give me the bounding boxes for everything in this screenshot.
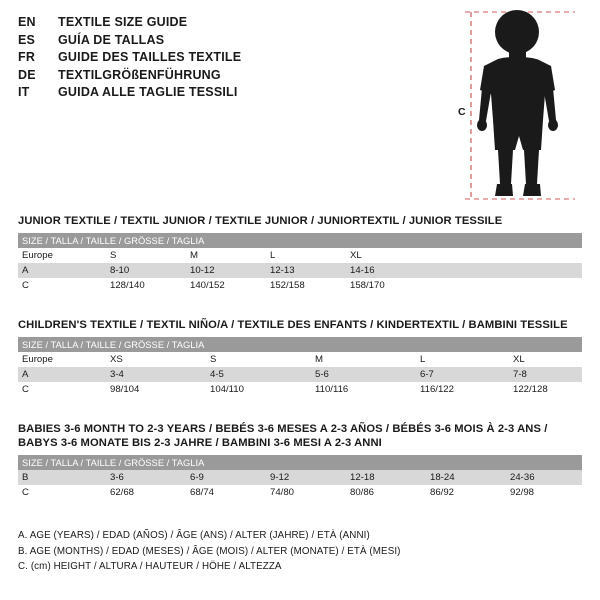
cell: 116/122 — [416, 382, 509, 397]
cell: 6-7 — [416, 367, 509, 382]
header-title: GUIDA ALLE TAGLIE TESSILI — [58, 85, 238, 99]
table-row — [18, 485, 582, 500]
cell-empty — [426, 278, 582, 293]
header-row — [18, 32, 438, 50]
size-header-cell: SIZE / TALLA / TAILLE / GRÖSSE / TAGLIA — [18, 455, 582, 470]
child-silhouette-svg — [455, 8, 595, 203]
cell: 24-36 — [506, 470, 582, 485]
cell: 4-5 — [206, 367, 311, 382]
row-label: C — [18, 382, 106, 397]
row-label: Europe — [18, 352, 106, 367]
cell: 122/128 — [509, 382, 582, 397]
table-row — [18, 352, 582, 367]
cell: 86/92 — [426, 485, 506, 500]
cell: 5-6 — [311, 367, 416, 382]
section-childrens-textile — [18, 318, 582, 397]
cell: 80/86 — [346, 485, 426, 500]
header-row — [18, 49, 438, 67]
cell: 152/158 — [266, 278, 346, 293]
cell: S — [106, 248, 186, 263]
header-title: TEXTILGRÖßENFÜHRUNG — [58, 67, 221, 82]
size-header-cell: SIZE / TALLA / TAILLE / GRÖSSE / TAGLIA — [18, 233, 582, 248]
footnote-c: C. (cm) HEIGHT / ALTURA / HAUTEUR / HÖHE / ALTEZZA — [18, 561, 282, 572]
row-label: A — [18, 263, 106, 278]
row-label: B — [18, 470, 106, 485]
header-row — [18, 67, 438, 85]
table-header-row — [18, 337, 582, 352]
row-label: C — [18, 278, 106, 293]
header-title: GUÍA DE TALLAS — [58, 32, 165, 47]
table-header-row — [18, 233, 582, 248]
table-row — [18, 248, 582, 263]
cell: 98/104 — [106, 382, 206, 397]
table-row — [18, 278, 582, 293]
cell: 12-18 — [346, 470, 426, 485]
footnote-b: B. AGE (MONTHS) / EDAD (MESES) / ÂGE (MOIS) / ALTER (MONATE) / ETÀ (MESI) — [18, 545, 401, 557]
table-row — [18, 382, 582, 397]
header-lang-code: DE — [18, 67, 36, 82]
cell-empty — [426, 263, 582, 278]
footnotes-block — [18, 528, 578, 575]
cell: 3-6 — [106, 470, 186, 485]
cell: 12-13 — [266, 263, 346, 278]
cell: 158/170 — [346, 278, 426, 293]
cell: 104/110 — [206, 382, 311, 397]
section-junior-textile — [18, 214, 582, 293]
cell: M — [186, 248, 266, 263]
cell: 10-12 — [186, 263, 266, 278]
cell: 92/98 — [506, 485, 582, 500]
header-title: GUIDE DES TAILLES TEXTILE — [58, 50, 242, 64]
cell: XS — [106, 352, 206, 367]
row-label: Europe — [18, 248, 106, 263]
cell: 140/152 — [186, 278, 266, 293]
header-title: TEXTILE SIZE GUIDE — [58, 15, 188, 29]
header-lang-code: EN — [18, 15, 36, 29]
cell: M — [311, 352, 416, 367]
cell: XL — [346, 248, 426, 263]
table-row — [18, 367, 582, 382]
cell: 7-8 — [509, 367, 582, 382]
header-row — [18, 14, 438, 32]
child-silhouette-figure — [455, 8, 595, 203]
section-title: JUNIOR TEXTILE / TEXTIL JUNIOR / TEXTILE JUNIOR / JUNIORTEXTIL / JUNIOR TESSILE — [18, 215, 503, 227]
babies-size-table — [18, 455, 582, 500]
section-title: CHILDREN'S TEXTILE / TEXTIL NIÑO/A / TEXTILE DES ENFANTS / KINDERTEXTIL / BAMBINI TESSILE — [18, 319, 568, 331]
row-label: A — [18, 367, 106, 382]
cell-empty — [426, 248, 582, 263]
cell: XL — [509, 352, 582, 367]
section-babies-textile — [18, 422, 582, 500]
height-measure-label: C — [458, 106, 466, 118]
size-header-cell: SIZE / TALLA / TAILLE / GRÖSSE / TAGLIA — [18, 337, 582, 352]
cell: 9-12 — [266, 470, 346, 485]
header-lang-code: FR — [18, 50, 36, 64]
header-lang-code: IT — [18, 85, 30, 99]
cell: 62/68 — [106, 485, 186, 500]
cell: S — [206, 352, 311, 367]
junior-size-table — [18, 233, 582, 293]
table-header-row — [18, 455, 582, 470]
cell: 3-4 — [106, 367, 206, 382]
cell: 6-9 — [186, 470, 266, 485]
cell: 8-10 — [106, 263, 186, 278]
cell: 110/116 — [311, 382, 416, 397]
cell: L — [266, 248, 346, 263]
cell: L — [416, 352, 509, 367]
children-size-table — [18, 337, 582, 397]
silhouette-shape — [477, 10, 558, 196]
cell: 14-16 — [346, 263, 426, 278]
header-lang-code: ES — [18, 32, 36, 47]
cell: 128/140 — [106, 278, 186, 293]
footnote-a: A. AGE (YEARS) / EDAD (AÑOS) / ÂGE (ANS) / ALTER (JAHRE) / ETÀ (ANNI) — [18, 530, 370, 541]
cell: 74/80 — [266, 485, 346, 500]
table-row — [18, 263, 582, 278]
cell: 68/74 — [186, 485, 266, 500]
header-row — [18, 84, 438, 102]
section-title: BABIES 3-6 MONTH TO 2-3 YEARS / BEBÉS 3-6 MESES A 2-3 AÑOS / BÉBÉS 3-6 MOIS À 2-3 ANS / BABYS 3-6 MONATE BIS 2-3 JAHRE / BAMBINI 3-6 MESI A 2-3 ANNI — [18, 423, 548, 449]
header-block — [18, 14, 438, 102]
cell: 18-24 — [426, 470, 506, 485]
table-row — [18, 470, 582, 485]
row-label: C — [18, 485, 106, 500]
